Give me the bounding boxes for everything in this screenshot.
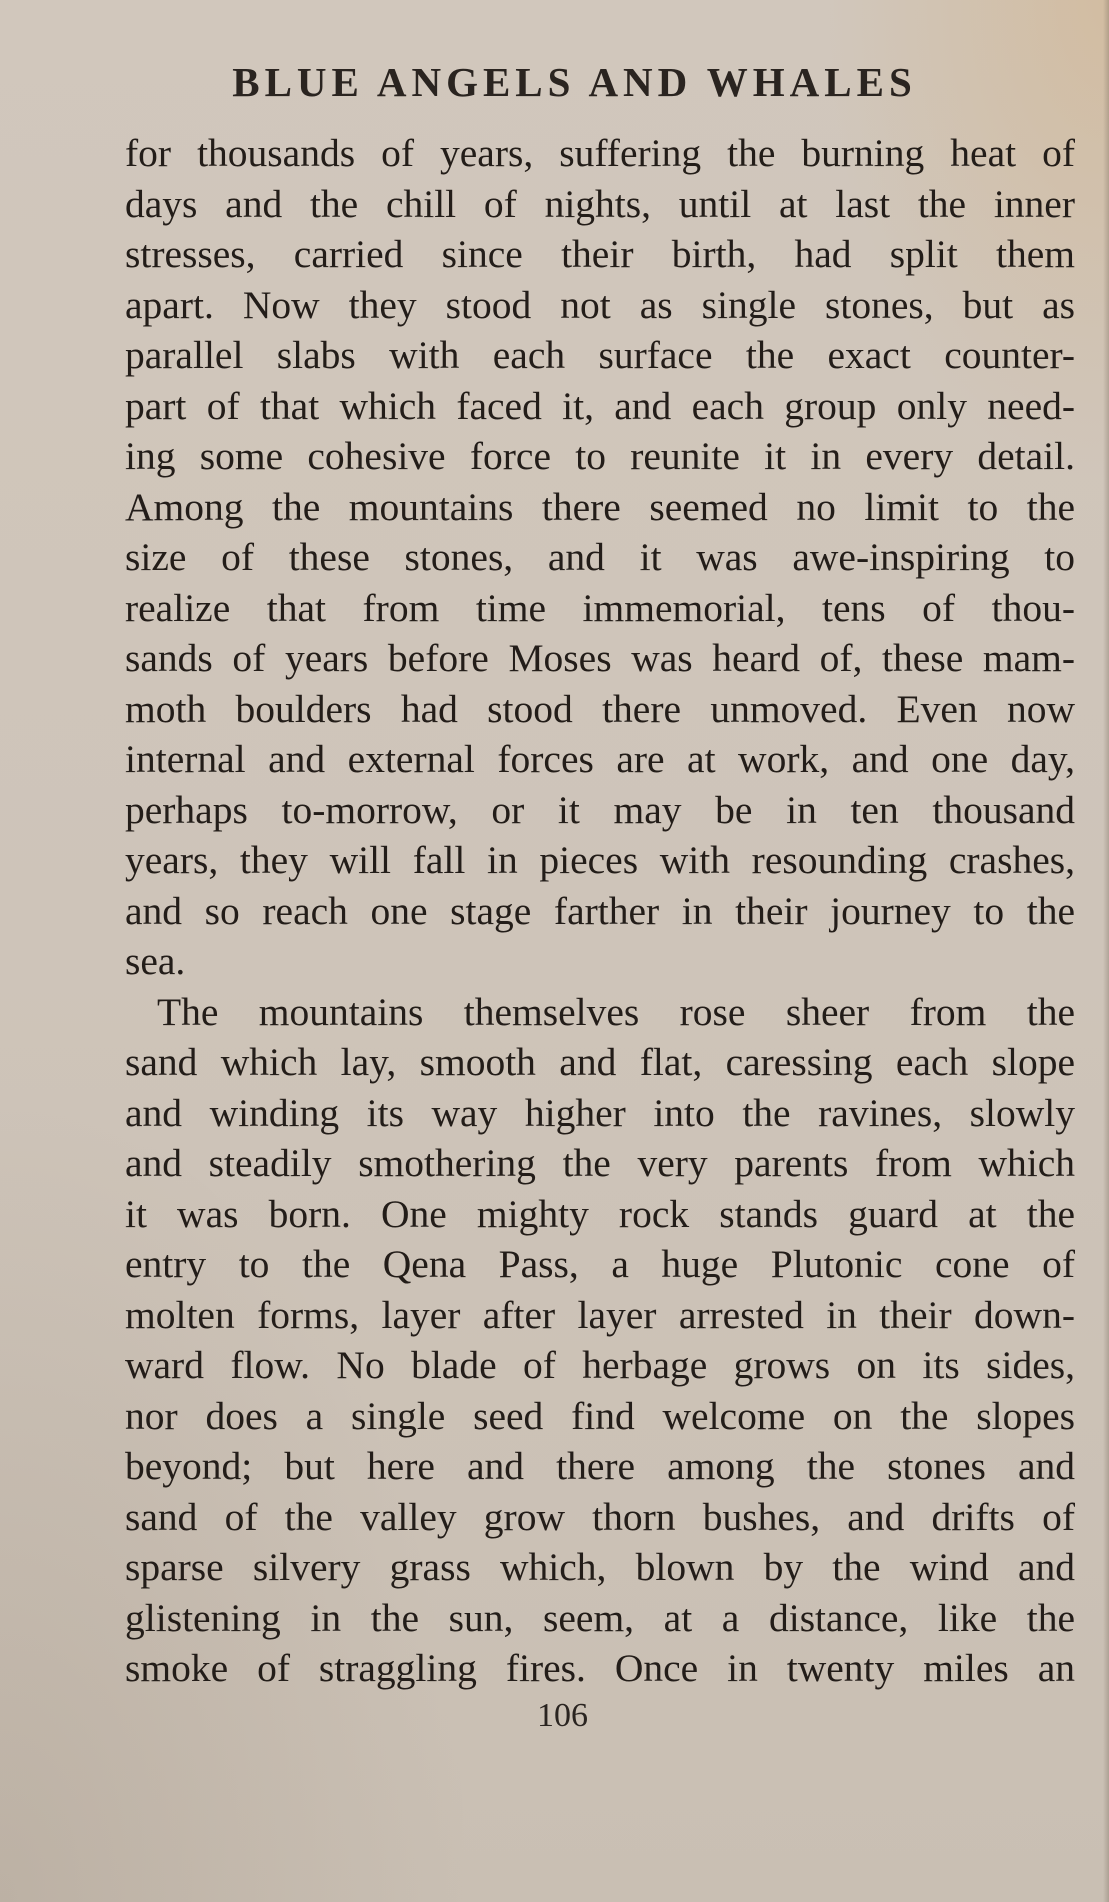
- text-line: molten forms, layer after layer arrested in their down-: [125, 1292, 1075, 1337]
- paragraph-start-line: The mountains themselves rose sheer from the: [157, 989, 1075, 1034]
- page-edge-shadow: [1103, 0, 1109, 1902]
- text-line: sparse silvery grass which, blown by the wind and: [125, 1545, 1075, 1589]
- text-line: internal and external forces are at work, and one day,: [125, 737, 1075, 781]
- text-line: part of that which faced it, and each group only need-: [125, 383, 1075, 428]
- text-line: perhaps to-morrow, or it may be in ten thousand: [125, 787, 1075, 832]
- text-line: beyond; but here and there among the stones and: [125, 1444, 1075, 1488]
- text-line: days and the chill of nights, until at last the inner: [125, 181, 1075, 226]
- text-line: smoke of straggling fires. Once in twenty miles an: [125, 1646, 1075, 1690]
- text-line: moth boulders had stood there unmoved. Even now: [125, 686, 1075, 731]
- text-line: ward flow. No blade of herbage grows on its sides,: [125, 1343, 1075, 1387]
- text-line: glistening in the sun, seem, at a distance, like the: [125, 1595, 1075, 1640]
- text-line: it was born. One mighty rock stands guard at the: [125, 1191, 1075, 1236]
- text-line: and steadily smothering the very parents from which: [125, 1141, 1075, 1185]
- text-line: and winding its way higher into the ravines, slowly: [125, 1090, 1075, 1135]
- page-number: 106: [537, 1697, 588, 1734]
- text-line: ing some cohesive force to reunite it in every detail.: [125, 434, 1075, 478]
- text-line: sand which lay, smooth and flat, caressing each slope: [125, 1040, 1075, 1084]
- running-head-title: BLUE ANGELS AND WHALES: [232, 59, 917, 105]
- text-line: realize that from time immemorial, tens of thou-: [125, 585, 1075, 630]
- text-line: nor does a single seed find welcome on the slopes: [125, 1393, 1075, 1438]
- text-line: sands of years before Moses was heard of, these mam-: [125, 636, 1075, 680]
- text-line: entry to the Qena Pass, a huge Plutonic cone of: [125, 1242, 1075, 1286]
- text-line: size of these stones, and it was awe-inspiring to: [125, 535, 1075, 579]
- body-text: [125, 128, 1075, 1694]
- paragraph-end-line: sea.: [125, 939, 186, 983]
- text-line: apart. Now they stood not as single stones, but as: [125, 282, 1075, 327]
- text-line: years, they will fall in pieces with resounding crashes,: [125, 838, 1075, 882]
- text-line: Among the mountains there seemed no limit to the: [125, 484, 1075, 529]
- text-line: for thousands of years, suffering the burning heat of: [125, 131, 1075, 175]
- text-line: and so reach one stage farther in their journey to the: [125, 888, 1075, 933]
- text-line: parallel slabs with each surface the exact counter-: [125, 333, 1075, 377]
- text-line: sand of the valley grow thorn bushes, and drifts of: [125, 1494, 1075, 1539]
- text-line: stresses, carried since their birth, had split them: [125, 232, 1075, 276]
